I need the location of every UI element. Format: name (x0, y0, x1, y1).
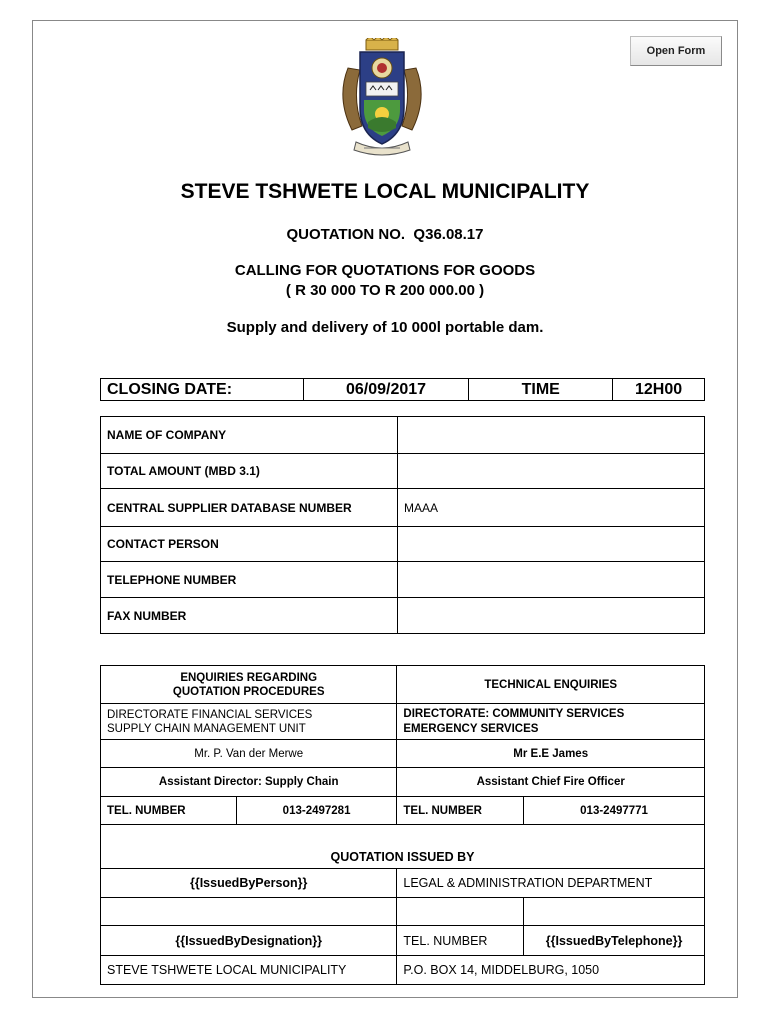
quotation-value-range: ( R 30 000 TO R 200 000.00 ) (285, 282, 485, 299)
enquiries-table (100, 665, 705, 985)
issued-by-designation: {{IssuedByDesignation}} (101, 926, 397, 956)
total-amount-field[interactable] (398, 454, 705, 489)
csd-number-field[interactable]: MAAA (398, 489, 705, 527)
technical-tel-label: TEL. NUMBER (397, 797, 524, 825)
supply-description: Supply and delivery of 10 000l portable dam. (226, 319, 544, 336)
closing-time-label: TIME (469, 379, 613, 401)
procedures-header-line1: ENQUIRIES REGARDING (180, 671, 318, 684)
legal-administration-department: LEGAL & ADMINISTRATION DEPARTMENT (397, 869, 705, 898)
technical-enquiries-header: TECHNICAL ENQUIRIES (397, 666, 705, 704)
blank-cell-middle (397, 898, 524, 926)
quotation-issued-by-header: QUOTATION ISSUED BY (101, 825, 705, 869)
issued-by-person: {{IssuedByPerson}} (101, 869, 397, 898)
company-details-table (100, 416, 705, 634)
procedures-header-line2: QUOTATION PROCEDURES (172, 685, 325, 698)
procedures-contact-title: Assistant Director: Supply Chain (101, 768, 397, 797)
open-form-button[interactable]: Open Form (630, 36, 722, 66)
procedures-tel-label: TEL. NUMBER (101, 797, 237, 825)
calling-for-quotations: CALLING FOR QUOTATIONS FOR GOODS (234, 262, 536, 279)
footer-postal-address: P.O. BOX 14, MIDDELBURG, 1050 (397, 956, 705, 985)
fax-number-field[interactable] (398, 598, 705, 634)
contact-person-field[interactable] (398, 527, 705, 562)
closing-date-table (100, 378, 705, 401)
company-name-label: NAME OF COMPANY (101, 417, 398, 454)
footer-municipality: STEVE TSHWETE LOCAL MUNICIPALITY (101, 956, 397, 985)
financial-directorate-line1: DIRECTORATE FINANCIAL SERVICES (107, 708, 313, 721)
community-directorate-line1: DIRECTORATE: COMMUNITY SERVICES (403, 707, 625, 720)
issued-tel-label: TEL. NUMBER (397, 926, 524, 956)
fax-number-label: FAX NUMBER (101, 598, 398, 634)
procedures-tel-number: 013-2497281 (236, 797, 397, 825)
municipality-title: STEVE TSHWETE LOCAL MUNICIPALITY (180, 180, 590, 203)
blank-cell-right (524, 898, 705, 926)
community-directorate-line2: EMERGENCY SERVICES (403, 722, 539, 735)
telephone-number-label: TELEPHONE NUMBER (101, 562, 398, 598)
quotation-number: QUOTATION NO. Q36.08.17 (286, 226, 484, 243)
closing-date-value: 06/09/2017 (303, 379, 469, 401)
financial-directorate-line2: SUPPLY CHAIN MANAGEMENT UNIT (107, 722, 306, 735)
issued-by-telephone: {{IssuedByTelephone}} (524, 926, 705, 956)
contact-person-label: CONTACT PERSON (101, 527, 398, 562)
closing-time-value: 12H00 (613, 379, 705, 401)
procedures-contact-person: Mr. P. Van der Merwe (101, 740, 397, 768)
community-directorate (397, 704, 705, 740)
technical-contact-person: Mr E.E James (397, 740, 705, 768)
telephone-number-field[interactable] (398, 562, 705, 598)
closing-date-label: CLOSING DATE: (101, 379, 304, 401)
company-name-field[interactable] (398, 417, 705, 454)
csd-number-label: CENTRAL SUPPLIER DATABASE NUMBER (101, 489, 398, 527)
procedures-enquiries-header (101, 666, 397, 704)
technical-contact-title: Assistant Chief Fire Officer (397, 768, 705, 797)
technical-tel-number: 013-2497771 (524, 797, 705, 825)
municipal-crest-logo (330, 38, 434, 162)
total-amount-label: TOTAL AMOUNT (MBD 3.1) (101, 454, 398, 489)
blank-cell-left (101, 898, 397, 926)
financial-directorate (101, 704, 397, 740)
